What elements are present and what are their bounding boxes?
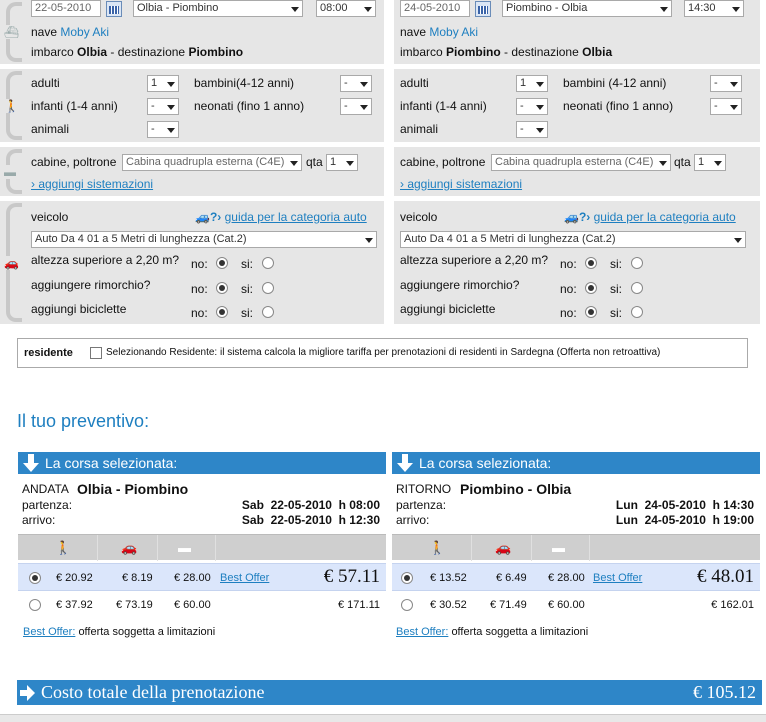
preventivo-title: Il tuo preventivo: — [17, 411, 150, 431]
altezza-label: altezza superiore a 2,20 m? — [400, 253, 549, 267]
bambini-select[interactable]: - — [340, 75, 372, 92]
veicolo-select[interactable]: Auto Da 4 01 a 5 Metri di lunghezza (Cat.2) — [31, 231, 377, 248]
guida-link[interactable]: 🚙?› guida per la categoria auto — [564, 210, 736, 224]
rimorchio-si-radio[interactable] — [262, 282, 274, 294]
person-icon: 🚶 — [55, 540, 72, 555]
bed-icon: ▬ — [178, 540, 191, 555]
biciclette-si-radio[interactable] — [631, 306, 643, 318]
date-input[interactable]: 22-05-2010 — [31, 0, 101, 17]
ritorno-form — [394, 0, 760, 329]
andata-quote: La corsa selezionata: ANDATA Olbia - Piombino partenza: Sab 22-05-2010 h 08:00 arrivo: Sab 22-05-2010 h 12:30 🚶 🚗 ▬ € 20.92 € 8.19 € 28.00 Best Offer € 57.11 € 37.92 € 73.19 € 60.00 € 171.11 Best Offer: offerta soggetta a limitazioni — [18, 452, 386, 474]
biciclette-si-radio[interactable] — [262, 306, 274, 318]
rimorchio-si-radio[interactable] — [631, 282, 643, 294]
imbarco-row: imbarco Piombino - destinazione Olbia — [400, 45, 613, 59]
price-total: € 48.01 — [697, 566, 754, 587]
infanti-select[interactable]: - — [147, 98, 179, 115]
andata-route: Olbia - Piombino — [77, 481, 189, 497]
biciclette-no-radio[interactable] — [216, 306, 228, 318]
arrow-down-icon — [22, 453, 40, 473]
trip-panel — [394, 0, 760, 64]
total-label: Costo totale della prenotazione — [41, 682, 265, 702]
adulti-select[interactable]: 1 — [516, 75, 548, 92]
cabine-label: cabine, poltrone — [400, 155, 486, 169]
price-row[interactable]: € 13.52 € 6.49 € 28.00 Best Offer € 48.01 — [392, 563, 760, 591]
car-help-icon: 🚙?› — [564, 210, 594, 224]
residente-checkbox[interactable] — [90, 347, 102, 359]
qta-select[interactable]: 1 — [694, 154, 726, 171]
animali-select[interactable]: - — [147, 121, 179, 138]
ritorno-route: Piombino - Olbia — [460, 481, 572, 497]
price-row[interactable]: € 37.92 € 73.19 € 60.00 € 171.11 — [18, 591, 386, 619]
bambini-select[interactable]: - — [710, 75, 742, 92]
price-total: € 171.11 — [337, 599, 380, 611]
page-footer-bar — [0, 714, 766, 722]
adulti-select[interactable]: 1 — [147, 75, 179, 92]
animali-label: animali — [31, 122, 70, 136]
calendar-icon[interactable] — [475, 1, 491, 17]
altezza-si-radio[interactable] — [262, 257, 274, 269]
cabine-label: cabine, poltrone — [31, 155, 117, 169]
ship-row: nave Moby Aki — [400, 25, 479, 39]
bambini-label: bambini(4-12 anni) — [194, 76, 295, 90]
price-row-radio[interactable] — [29, 572, 41, 584]
bambini-label: bambini (4-12 anni) — [563, 76, 667, 90]
ship-link[interactable]: Moby Aki — [429, 25, 479, 39]
bed-icon: ▬ — [4, 164, 16, 179]
person-icon: 🚶 — [429, 540, 446, 555]
andata-form — [0, 0, 384, 329]
infanti-label: infanti (1-4 anni) — [400, 99, 487, 113]
price-total: € 57.11 — [323, 566, 380, 587]
best-offer-note-link[interactable]: Best Offer: — [23, 626, 76, 638]
time-select[interactable]: 08:00 — [316, 0, 376, 17]
person-icon: 🚶 — [4, 98, 19, 113]
price-row[interactable]: € 30.52 € 71.49 € 60.00 € 162.01 — [392, 591, 760, 619]
neonati-select[interactable]: - — [710, 98, 742, 115]
total-bar — [17, 680, 762, 705]
cabina-select[interactable]: Cabina quadrupla esterna (C4E) — [491, 154, 671, 171]
ritorno-arrivo: Lun 24-05-2010 h 19:00 — [615, 513, 754, 527]
veicolo-select[interactable]: Auto Da 4 01 a 5 Metri di lunghezza (Cat.2) — [400, 231, 746, 248]
ritorno-header: La corsa selezionata: — [392, 452, 760, 474]
altezza-si-radio[interactable] — [631, 257, 643, 269]
residente-box — [17, 338, 748, 368]
ship-icon: ⛴ — [4, 25, 20, 39]
cabina-select[interactable]: Cabina quadrupla esterna (C4E) — [122, 154, 302, 171]
ship-row: nave Moby Aki — [31, 25, 110, 39]
car-icon: 🚗 — [495, 540, 512, 555]
price-table-header — [18, 534, 386, 560]
route-select[interactable]: Piombino - Olbia — [502, 0, 672, 17]
residente-text: Selezionando Residente: il sistema calcola la migliore tariffa per prenotazioni di residenti in Sardegna (Offerta non retroattiva) — [106, 347, 661, 358]
imbarco-row: imbarco Olbia - destinazione Piombino — [31, 45, 244, 59]
veicolo-label: veicolo — [31, 210, 69, 224]
andata-header: La corsa selezionata: — [18, 452, 386, 474]
biciclette-label: aggiungi biciclette — [31, 302, 127, 316]
andata-type: ANDATA — [22, 482, 69, 496]
arrow-down-icon — [396, 453, 414, 473]
price-row-radio[interactable] — [401, 599, 413, 611]
best-offer-note: Best Offer: offerta soggetta a limitazioni — [23, 626, 216, 638]
price-table-header — [392, 534, 760, 560]
andata-partenza: Sab 22-05-2010 h 08:00 — [241, 498, 380, 512]
altezza-no-radio[interactable] — [585, 257, 597, 269]
best-offer-link[interactable]: Best Offer — [593, 572, 643, 584]
car-help-icon: 🚙?› — [195, 210, 225, 224]
ritorno-partenza: Lun 24-05-2010 h 14:30 — [615, 498, 754, 512]
trip-panel — [0, 0, 384, 64]
rimorchio-no-radio[interactable] — [216, 282, 228, 294]
ritorno-type: RITORNO — [396, 482, 452, 496]
rimorchio-no-radio[interactable] — [585, 282, 597, 294]
ritorno-quote: La corsa selezionata: RITORNO Piombino - Olbia partenza: Lun 24-05-2010 h 14:30 arrivo: Lun 24-05-2010 h 19:00 🚶 🚗 ▬ € 13.52 € 6.49 € 28.00 Best Offer € 48.01 € 30.52 € 71.49 € 60.00 € 162.01 Best Offer: offerta soggetta a limitazioni — [392, 452, 760, 474]
passengers-panel — [0, 69, 384, 142]
time-select[interactable]: 14:30 — [684, 0, 744, 17]
price-row-radio[interactable] — [401, 572, 413, 584]
price-row-radio[interactable] — [29, 599, 41, 611]
animali-label: animali — [400, 122, 439, 136]
infanti-label: infanti (1-4 anni) — [31, 99, 118, 113]
best-offer-note: Best Offer: offerta soggetta a limitazioni — [396, 626, 589, 638]
qta-label: qta — [306, 155, 323, 169]
guida-link[interactable]: 🚙?› guida per la categoria auto — [195, 210, 367, 224]
price-row[interactable]: € 20.92 € 8.19 € 28.00 Best Offer € 57.11 — [18, 563, 386, 591]
cabine-panel — [0, 147, 384, 196]
calendar-icon[interactable] — [106, 1, 122, 17]
best-offer-link[interactable]: Best Offer — [220, 572, 270, 584]
andata-arrivo: Sab 22-05-2010 h 12:30 — [241, 513, 380, 527]
car-icon: 🚗 — [121, 540, 138, 555]
passengers-panel — [394, 69, 760, 142]
infanti-select[interactable]: - — [516, 98, 548, 115]
veicolo-panel: 🚗 veicolo 🚙?› guida per la categoria auto Auto Da 4 01 a 5 Metri di lunghezza (Cat.2) altezza superiore a 2,20 m? no: si: aggiungere rimorchio? no: si: aggiungi biciclette no: si: — [0, 201, 384, 324]
altezza-label: altezza superiore a 2,20 m? — [31, 253, 180, 267]
rimorchio-label: aggiungere rimorchio? — [400, 278, 520, 292]
arrow-right-icon — [19, 685, 35, 701]
neonati-label: neonati (fino 1 anno) — [194, 99, 305, 113]
ship-link[interactable]: Moby Aki — [60, 25, 110, 39]
best-offer-note-link[interactable]: Best Offer: — [396, 626, 449, 638]
veicolo-panel: veicolo 🚙?› guida per la categoria auto Auto Da 4 01 a 5 Metri di lunghezza (Cat.2) altezza superiore a 2,20 m? no: si: aggiungere rimorchio? no: si: aggiungi biciclette no: si: — [394, 201, 760, 324]
biciclette-label: aggiungi biciclette — [400, 302, 496, 316]
date-input[interactable]: 24-05-2010 — [400, 0, 470, 17]
neonati-select[interactable]: - — [340, 98, 372, 115]
qta-select[interactable]: 1 — [326, 154, 358, 171]
biciclette-no-radio[interactable] — [585, 306, 597, 318]
animali-select[interactable]: - — [516, 121, 548, 138]
car-icon: 🚗 — [4, 255, 19, 270]
aggiungi-sistemazioni-link[interactable]: › aggiungi sistemazioni — [400, 177, 523, 191]
route-select[interactable]: Olbia - Piombino — [133, 0, 303, 17]
adulti-label: adulti — [31, 76, 60, 90]
cabine-panel — [394, 147, 760, 196]
neonati-label: neonati (fino 1 anno) — [563, 99, 674, 113]
total-amount: € 105.12 — [693, 682, 756, 702]
adulti-label: adulti — [400, 76, 429, 90]
aggiungi-sistemazioni-link[interactable]: › aggiungi sistemazioni — [31, 177, 154, 191]
altezza-no-radio[interactable] — [216, 257, 228, 269]
residente-label: residente — [24, 347, 73, 359]
bed-icon: ▬ — [552, 540, 565, 555]
price-total: € 162.01 — [711, 599, 754, 611]
rimorchio-label: aggiungere rimorchio? — [31, 278, 151, 292]
qta-label: qta — [674, 155, 691, 169]
veicolo-label: veicolo — [400, 210, 438, 224]
